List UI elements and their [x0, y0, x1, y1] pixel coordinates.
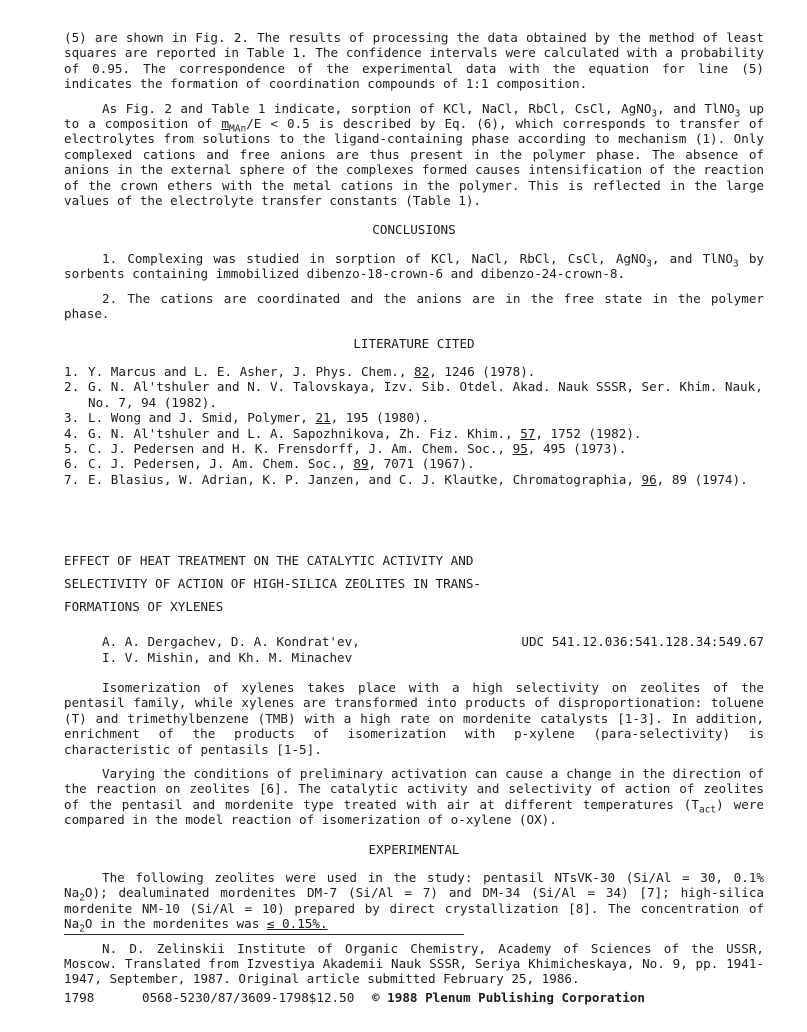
paragraph-activation: Varying the conditions of preliminary activation can cause a change in the direction of the reaction on zeolites [6]. The catalytic activity and selectivity of action of zeolites of the pentasil and mordenite type treated with air at different temperatures $(T_{act})$ were compared in the model reaction of isomerization of o-xylene (OX).: [64, 766, 764, 828]
conclusion-1: 1. Complexing was studied in sorption of KCl, NaCl, RbCl, CsCl, AgNO$_3$, and TlNO$_3$ by sorbents containing immobilized dibenzo-18-crown-6 and dibenzo-24-crown-8.: [64, 250, 764, 282]
paragraph-zeolites: The following zeolites were used in the study: pentasil NTsVK-30 (Si/Al = 30, 0.1% $Na_2O$); dealuminated mordenites DM-7 (Si/Al = 7) and DM-34 (Si/Al = 34) [7]; high-silica mordenite NM-10 (Si/Al = 10) prepared by direct crystallization [8]. The concentration of $Na_2O$ in the mordenites was ≤ 0.15%.: [64, 870, 764, 935]
page-body: [64, 30, 764, 987]
copyright: © 1988 Plenum Publishing Corporation: [372, 990, 645, 1005]
reference-item: 3. L. Wong and J. Smid, Polymer, 21, 195 (1980).: [64, 410, 430, 426]
paragraph-isomerization: Isomerization of xylenes takes place with a high selectivity on zeolites of the pentasil family, while xylenes are transformed into products of disproportionation: toluene (T) and trimethylbenzene (TMB) with a high rate on mordenite catalysts [1-3]. In addition, enrichment of the products of isomerization with p-xylene (para-selectivity) is characteristic of pentasils [1-5].: [64, 679, 764, 757]
article-title: [64, 549, 764, 618]
literature-heading: LITERATURE CITED: [353, 335, 475, 351]
footnote-divider: [64, 934, 464, 935]
reference-item: 2. G. N. Al'tshuler and N. V. Talovskaya, Izv. Sib. Otdel. Akad. Nauk SSSR, Ser. Khim. Nauk, No. 7, 94 (1982).: [64, 379, 763, 410]
footnote: N. D. Zelinskii Institute of Organic Chemistry, Academy of Sciences of the USSR, Moscow. Translated from Izvestiya Akademii Nauk SSSR, Seriya Khimicheskaya, No. 9, pp. 1941-1947, September, 1987. Original article submitted February 25, 1986.: [64, 940, 764, 987]
reference-item: 6. C. J. Pedersen, J. Am. Chem. Soc., 89, 7071 (1967).: [64, 456, 475, 472]
article-code: 0568-5230/87/3609-1798$12.50: [142, 990, 355, 1005]
authors-row: [64, 634, 764, 665]
page-footer: [64, 990, 764, 1005]
reference-item: 4. G. N. Al'tshuler and L. A. Sapozhnikova, Zh. Fiz. Khim., 57, 1752 (1982).: [64, 425, 642, 441]
experimental-heading: EXPERIMENTAL: [368, 841, 460, 857]
article-title-line: EFFECT OF HEAT TREATMENT ON THE CATALYTIC ACTIVITY AND: [64, 553, 474, 569]
article-title-line: SELECTIVITY OF ACTION OF HIGH-SILICA ZEOLITES IN TRANS-: [64, 576, 482, 592]
page-number: 1798: [64, 990, 95, 1005]
paragraph-continued: (5) are shown in Fig. 2. The results of processing the data obtained by the method of least squares are reported in Table 1. The confidence intervals were calculated with a probability of 0.95. The correspondence of the experimental data with the equation for line (5) indicates the formation of coordination compounds of 1:1 composition.: [64, 30, 764, 92]
conclusions-heading: CONCLUSIONS: [372, 222, 456, 238]
reference-list: [64, 364, 764, 487]
article-title-line: FORMATIONS OF XYLENES: [64, 599, 224, 615]
reference-item: 1. Y. Marcus and L. E. Asher, J. Phys. Chem., 82, 1246 (1978).: [64, 363, 536, 379]
udc-code: UDC 541.12.036:541.128.34:549.67: [521, 634, 764, 650]
conclusion-2: 2. The cations are coordinated and the anions are in the free state in the polymer phase.: [64, 290, 764, 322]
reference-item: 7. E. Blasius, W. Adrian, K. P. Janzen, and C. J. Klautke, Chromatographia, 96, 89 (1974).: [64, 471, 748, 487]
authors: A. A. Dergachev, D. A. Kondrat'ev, I. V. Mishin, and Kh. M. Minachev: [102, 634, 360, 665]
reference-item: 5. C. J. Pedersen and H. K. Frensdorff, J. Am. Chem. Soc., 95, 495 (1973).: [64, 440, 627, 456]
paragraph-sorption: As Fig. 2 and Table 1 indicate, sorption of KCl, NaCl, RbCl, CsCl, AgNO$_3$, and TlNO$_3$ up to a composition of $m_{MAn}/E < 0.5$ is described by Eq. (6), which corresponds to transfer of electrolytes from solutions to the ligand-containing phase according to mechanism (1). Only complexed cations and free anions are thus present in the polymer phase. The absence of anions in the external sphere of the complexes formed causes intensification of the reaction of the crown ethers with the metal cations in the polymer. This is reflected in the large values of the electrolyte transfer constants (Table 1).: [64, 100, 765, 209]
